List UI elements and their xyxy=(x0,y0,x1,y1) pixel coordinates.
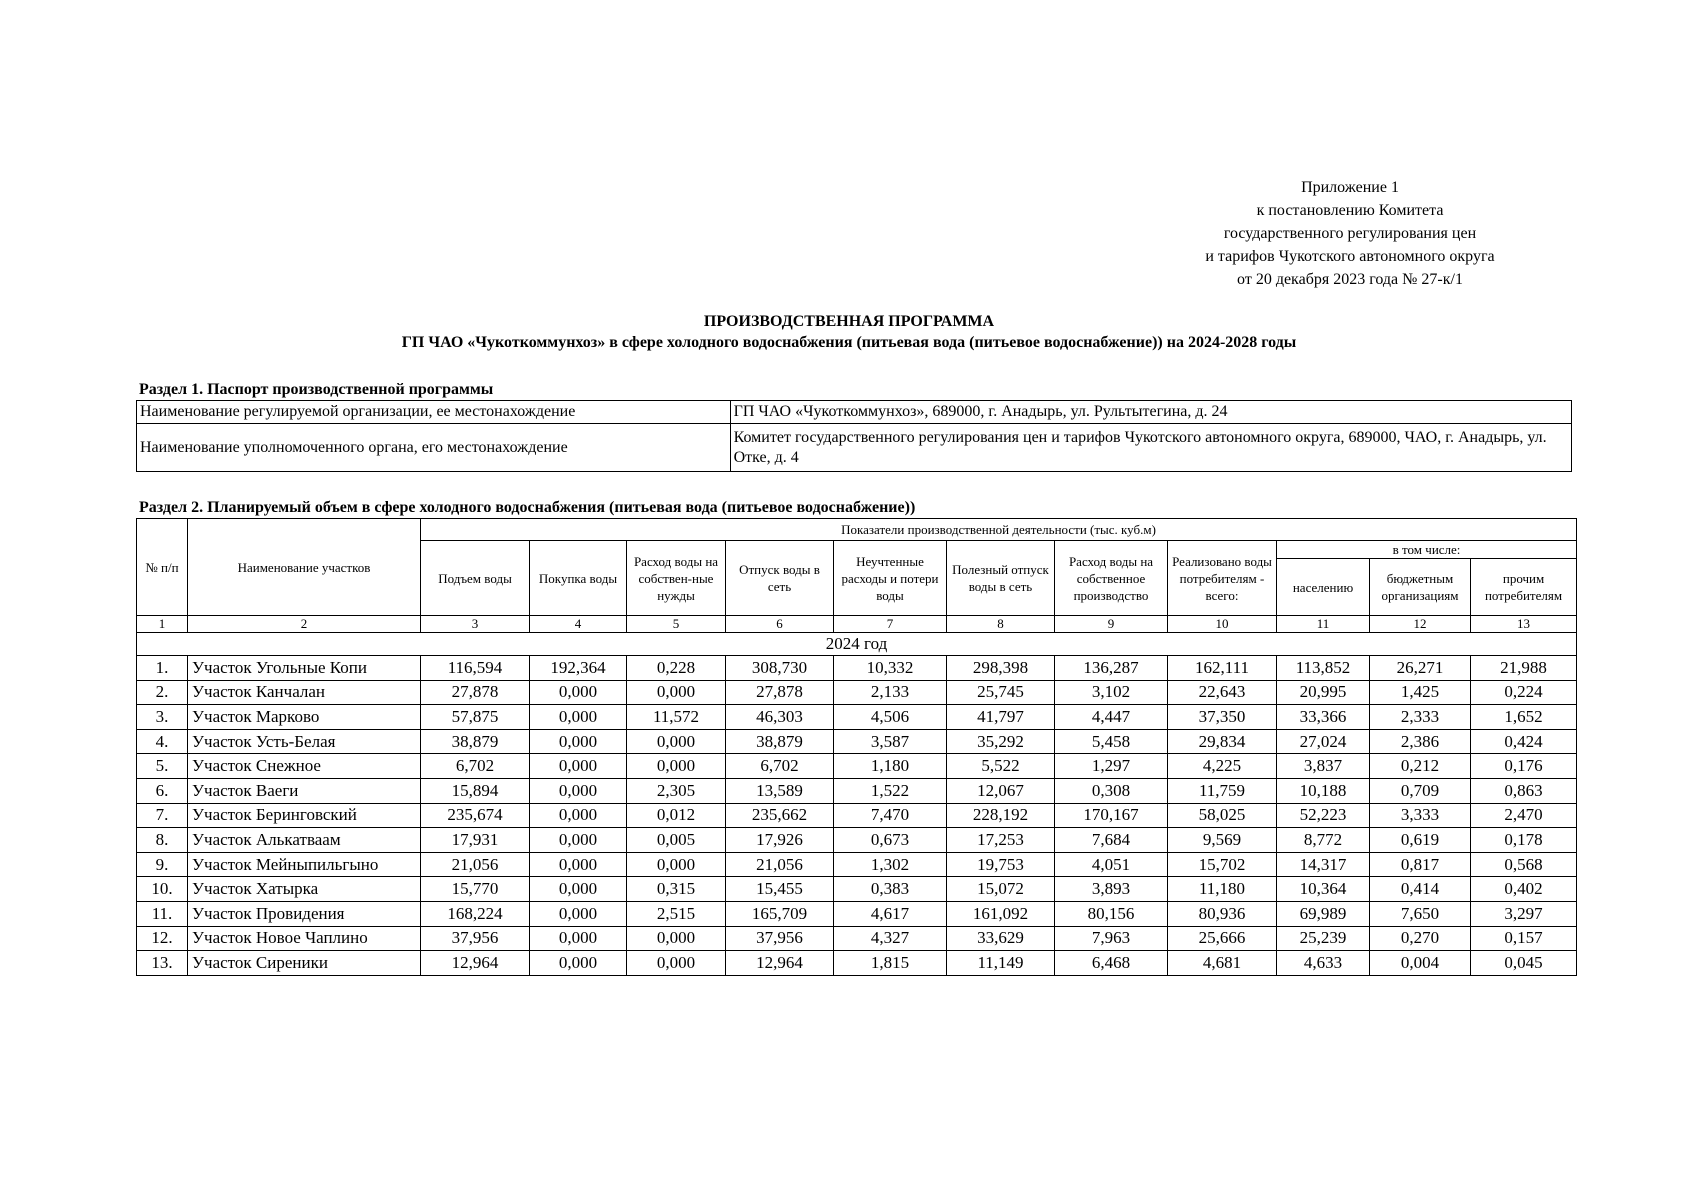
document-subtitle: ГП ЧАО «Чукоткоммунхоз» в сфере холодного водоснабжения (питьевая вода (питьевое водоснабжение)) на 2024-2028 годы xyxy=(401,334,1297,351)
value-cell: 0,863 xyxy=(1471,778,1577,803)
site-name: Участок Усть-Белая xyxy=(188,729,421,754)
value-cell: 0,308 xyxy=(1055,778,1168,803)
value-cell: 0,709 xyxy=(1370,778,1471,803)
value-cell: 168,224 xyxy=(421,901,530,926)
row-number: 11. xyxy=(137,901,188,926)
value-cell: 7,650 xyxy=(1370,901,1471,926)
value-cell: 1,522 xyxy=(834,778,947,803)
year-row xyxy=(137,633,1577,656)
value-cell: 4,051 xyxy=(1055,852,1168,877)
value-cell: 0,000 xyxy=(530,680,627,705)
value-cell: 4,447 xyxy=(1055,705,1168,730)
column-number: 4 xyxy=(530,616,627,633)
value-cell: 0,000 xyxy=(627,926,726,951)
value-cell: 235,662 xyxy=(726,803,834,828)
value-cell: 0,619 xyxy=(1370,828,1471,853)
value-cell: 0,383 xyxy=(834,877,947,902)
value-cell: 5,458 xyxy=(1055,729,1168,754)
header-col5: Расход воды на собствен-ные нужды xyxy=(627,541,726,616)
value-cell: 0,212 xyxy=(1370,754,1471,779)
value-cell: 0,000 xyxy=(530,705,627,730)
value-cell: 11,572 xyxy=(627,705,726,730)
header-col10: Реализовано воды потребителям - всего: xyxy=(1168,541,1277,616)
value-cell: 298,398 xyxy=(947,656,1055,681)
passport-row xyxy=(137,401,1572,424)
value-cell: 1,652 xyxy=(1471,705,1577,730)
value-cell: 0,402 xyxy=(1471,877,1577,902)
value-cell: 0,414 xyxy=(1370,877,1471,902)
row-number: 5. xyxy=(137,754,188,779)
value-cell: 136,287 xyxy=(1055,656,1168,681)
header-num: № п/п xyxy=(137,519,188,616)
passport-label: Наименование регулируемой организации, ее местонахождение xyxy=(137,401,731,424)
value-cell: 0,000 xyxy=(530,754,627,779)
header-group: Показатели производственной деятельности (тыс. куб.м) xyxy=(421,519,1577,541)
value-cell: 29,834 xyxy=(1168,729,1277,754)
row-number: 2. xyxy=(137,680,188,705)
value-cell: 20,995 xyxy=(1277,680,1370,705)
value-cell: 12,067 xyxy=(947,778,1055,803)
value-cell: 11,149 xyxy=(947,951,1055,976)
value-cell: 0,005 xyxy=(627,828,726,853)
header-col6: Отпуск воды в сеть xyxy=(726,541,834,616)
header-subgroup: в том числе: xyxy=(1277,541,1577,559)
value-cell: 0,000 xyxy=(530,778,627,803)
value-cell: 52,223 xyxy=(1277,803,1370,828)
row-number: 13. xyxy=(137,951,188,976)
site-name: Участок Снежное xyxy=(188,754,421,779)
value-cell: 5,522 xyxy=(947,754,1055,779)
row-number: 4. xyxy=(137,729,188,754)
value-cell: 33,629 xyxy=(947,926,1055,951)
value-cell: 26,271 xyxy=(1370,656,1471,681)
value-cell: 11,180 xyxy=(1168,877,1277,902)
value-cell: 170,167 xyxy=(1055,803,1168,828)
table-row xyxy=(137,803,1577,828)
site-name: Участок Марково xyxy=(188,705,421,730)
value-cell: 37,956 xyxy=(421,926,530,951)
value-cell: 0,000 xyxy=(627,951,726,976)
value-cell: 10,364 xyxy=(1277,877,1370,902)
table-row xyxy=(137,828,1577,853)
column-number: 12 xyxy=(1370,616,1471,633)
value-cell: 0,000 xyxy=(530,729,627,754)
value-cell: 0,568 xyxy=(1471,852,1577,877)
year-label: 2024 год xyxy=(137,633,1577,656)
value-cell: 6,702 xyxy=(726,754,834,779)
site-name: Участок Алькатваам xyxy=(188,828,421,853)
appendix-line: от 20 декабря 2023 года № 27-к/1 xyxy=(1237,271,1463,288)
value-cell: 2,305 xyxy=(627,778,726,803)
value-cell: 0,000 xyxy=(627,852,726,877)
value-cell: 0,000 xyxy=(627,729,726,754)
appendix-line: и тарифов Чукотского автономного округа xyxy=(1205,248,1495,265)
value-cell: 0,000 xyxy=(627,754,726,779)
value-cell: 116,594 xyxy=(421,656,530,681)
column-number: 8 xyxy=(947,616,1055,633)
value-cell: 0,045 xyxy=(1471,951,1577,976)
value-cell: 7,684 xyxy=(1055,828,1168,853)
site-name: Участок Сиреники xyxy=(188,951,421,976)
value-cell: 3,587 xyxy=(834,729,947,754)
header-col12: бюджетным организациям xyxy=(1370,559,1471,616)
header-row xyxy=(137,519,1577,541)
column-number: 13 xyxy=(1471,616,1577,633)
column-number: 5 xyxy=(627,616,726,633)
value-cell: 37,956 xyxy=(726,926,834,951)
value-cell: 25,745 xyxy=(947,680,1055,705)
site-name: Участок Угольные Копи xyxy=(188,656,421,681)
value-cell: 13,589 xyxy=(726,778,834,803)
table-row xyxy=(137,877,1577,902)
value-cell: 27,878 xyxy=(726,680,834,705)
volume-table xyxy=(136,518,1577,976)
column-number: 9 xyxy=(1055,616,1168,633)
value-cell: 1,297 xyxy=(1055,754,1168,779)
document-title: ПРОИЗВОДСТВЕННАЯ ПРОГРАММА xyxy=(703,313,995,330)
value-cell: 1,815 xyxy=(834,951,947,976)
appendix-line: Приложение 1 xyxy=(1301,179,1399,196)
value-cell: 2,515 xyxy=(627,901,726,926)
column-number-row xyxy=(137,616,1577,633)
table-row xyxy=(137,705,1577,730)
appendix-line: к постановлению Комитета xyxy=(1256,202,1444,219)
column-number: 2 xyxy=(188,616,421,633)
value-cell: 38,879 xyxy=(421,729,530,754)
table-row xyxy=(137,951,1577,976)
value-cell: 9,569 xyxy=(1168,828,1277,853)
table-row xyxy=(137,778,1577,803)
site-name: Участок Канчалан xyxy=(188,680,421,705)
value-cell: 4,617 xyxy=(834,901,947,926)
value-cell: 11,759 xyxy=(1168,778,1277,803)
value-cell: 0,424 xyxy=(1471,729,1577,754)
value-cell: 0,673 xyxy=(834,828,947,853)
value-cell: 15,702 xyxy=(1168,852,1277,877)
header-col3: Подъем воды xyxy=(421,541,530,616)
value-cell: 41,797 xyxy=(947,705,1055,730)
value-cell: 228,192 xyxy=(947,803,1055,828)
value-cell: 0,000 xyxy=(530,901,627,926)
value-cell: 3,297 xyxy=(1471,901,1577,926)
table-row xyxy=(137,729,1577,754)
section1-heading: Раздел 1. Паспорт производственной программы xyxy=(139,381,494,398)
row-number: 1. xyxy=(137,656,188,681)
value-cell: 0,000 xyxy=(530,828,627,853)
column-number: 7 xyxy=(834,616,947,633)
value-cell: 15,455 xyxy=(726,877,834,902)
value-cell: 35,292 xyxy=(947,729,1055,754)
value-cell: 15,770 xyxy=(421,877,530,902)
value-cell: 165,709 xyxy=(726,901,834,926)
header-col9: Расход воды на собственное производство xyxy=(1055,541,1168,616)
passport-row xyxy=(137,424,1572,472)
row-number: 10. xyxy=(137,877,188,902)
value-cell: 1,302 xyxy=(834,852,947,877)
header-name: Наименование участков xyxy=(188,519,421,616)
section2-heading: Раздел 2. Планируемый объем в сфере холодного водоснабжения (питьевая вода (питьевое водоснабжение)) xyxy=(139,499,916,516)
value-cell: 15,072 xyxy=(947,877,1055,902)
value-cell: 192,364 xyxy=(530,656,627,681)
value-cell: 0,000 xyxy=(530,852,627,877)
value-cell: 0,004 xyxy=(1370,951,1471,976)
row-number: 6. xyxy=(137,778,188,803)
column-number: 1 xyxy=(137,616,188,633)
value-cell: 162,111 xyxy=(1168,656,1277,681)
value-cell: 37,350 xyxy=(1168,705,1277,730)
table-row xyxy=(137,680,1577,705)
value-cell: 3,333 xyxy=(1370,803,1471,828)
column-number: 10 xyxy=(1168,616,1277,633)
value-cell: 4,681 xyxy=(1168,951,1277,976)
site-name: Участок Мейныпильгыно xyxy=(188,852,421,877)
value-cell: 25,239 xyxy=(1277,926,1370,951)
value-cell: 0,000 xyxy=(627,680,726,705)
passport-label: Наименование уполномоченного органа, его местонахождение xyxy=(137,424,731,472)
header-col8: Полезный отпуск воды в сеть xyxy=(947,541,1055,616)
value-cell: 2,470 xyxy=(1471,803,1577,828)
value-cell: 3,102 xyxy=(1055,680,1168,705)
value-cell: 4,327 xyxy=(834,926,947,951)
value-cell: 0,012 xyxy=(627,803,726,828)
value-cell: 4,506 xyxy=(834,705,947,730)
value-cell: 17,253 xyxy=(947,828,1055,853)
value-cell: 15,894 xyxy=(421,778,530,803)
value-cell: 4,225 xyxy=(1168,754,1277,779)
value-cell: 69,989 xyxy=(1277,901,1370,926)
value-cell: 0,228 xyxy=(627,656,726,681)
value-cell: 0,270 xyxy=(1370,926,1471,951)
appendix-line: государственного регулирования цен xyxy=(1223,225,1477,242)
value-cell: 0,224 xyxy=(1471,680,1577,705)
value-cell: 0,000 xyxy=(530,926,627,951)
value-cell: 308,730 xyxy=(726,656,834,681)
column-number: 3 xyxy=(421,616,530,633)
value-cell: 12,964 xyxy=(421,951,530,976)
value-cell: 19,753 xyxy=(947,852,1055,877)
value-cell: 4,633 xyxy=(1277,951,1370,976)
site-name: Участок Провидения xyxy=(188,901,421,926)
value-cell: 17,926 xyxy=(726,828,834,853)
value-cell: 2,333 xyxy=(1370,705,1471,730)
value-cell: 21,988 xyxy=(1471,656,1577,681)
passport-value: Комитет государственного регулирования цен и тарифов Чукотского автономного округа, 689000, ЧАО, г. Анадырь, ул. Отке, д. 4 xyxy=(730,424,1571,472)
table-row xyxy=(137,656,1577,681)
value-cell: 57,875 xyxy=(421,705,530,730)
value-cell: 3,893 xyxy=(1055,877,1168,902)
header-col13: прочим потребителям xyxy=(1471,559,1577,616)
value-cell: 2,386 xyxy=(1370,729,1471,754)
value-cell: 0,157 xyxy=(1471,926,1577,951)
value-cell: 25,666 xyxy=(1168,926,1277,951)
column-number: 6 xyxy=(726,616,834,633)
value-cell: 0,178 xyxy=(1471,828,1577,853)
value-cell: 113,852 xyxy=(1277,656,1370,681)
value-cell: 0,315 xyxy=(627,877,726,902)
row-number: 12. xyxy=(137,926,188,951)
site-name: Участок Ваеги xyxy=(188,778,421,803)
value-cell: 6,468 xyxy=(1055,951,1168,976)
row-number: 3. xyxy=(137,705,188,730)
value-cell: 0,000 xyxy=(530,951,627,976)
table-row xyxy=(137,926,1577,951)
value-cell: 80,936 xyxy=(1168,901,1277,926)
value-cell: 7,470 xyxy=(834,803,947,828)
value-cell: 2,133 xyxy=(834,680,947,705)
value-cell: 12,964 xyxy=(726,951,834,976)
header-col4: Покупка воды xyxy=(530,541,627,616)
value-cell: 0,176 xyxy=(1471,754,1577,779)
row-number: 8. xyxy=(137,828,188,853)
value-cell: 80,156 xyxy=(1055,901,1168,926)
value-cell: 58,025 xyxy=(1168,803,1277,828)
value-cell: 0,000 xyxy=(530,877,627,902)
value-cell: 17,931 xyxy=(421,828,530,853)
value-cell: 1,425 xyxy=(1370,680,1471,705)
value-cell: 3,837 xyxy=(1277,754,1370,779)
header-col7: Неучтенные расходы и потери воды xyxy=(834,541,947,616)
passport-table xyxy=(136,400,1572,472)
table-row xyxy=(137,901,1577,926)
row-number: 9. xyxy=(137,852,188,877)
site-name: Участок Хатырка xyxy=(188,877,421,902)
value-cell: 161,092 xyxy=(947,901,1055,926)
value-cell: 27,024 xyxy=(1277,729,1370,754)
site-name: Участок Беринговский xyxy=(188,803,421,828)
value-cell: 8,772 xyxy=(1277,828,1370,853)
row-number: 7. xyxy=(137,803,188,828)
table-row xyxy=(137,852,1577,877)
value-cell: 38,879 xyxy=(726,729,834,754)
header-col11: населению xyxy=(1277,559,1370,616)
value-cell: 10,332 xyxy=(834,656,947,681)
value-cell: 0,817 xyxy=(1370,852,1471,877)
value-cell: 10,188 xyxy=(1277,778,1370,803)
value-cell: 21,056 xyxy=(726,852,834,877)
value-cell: 21,056 xyxy=(421,852,530,877)
passport-value: ГП ЧАО «Чукоткоммунхоз», 689000, г. Анадырь, ул. Рультытегина, д. 24 xyxy=(730,401,1571,424)
value-cell: 6,702 xyxy=(421,754,530,779)
value-cell: 0,000 xyxy=(530,803,627,828)
site-name: Участок Новое Чаплино xyxy=(188,926,421,951)
value-cell: 235,674 xyxy=(421,803,530,828)
appendix-note xyxy=(1150,176,1550,291)
value-cell: 1,180 xyxy=(834,754,947,779)
value-cell: 22,643 xyxy=(1168,680,1277,705)
value-cell: 33,366 xyxy=(1277,705,1370,730)
value-cell: 14,317 xyxy=(1277,852,1370,877)
value-cell: 27,878 xyxy=(421,680,530,705)
value-cell: 46,303 xyxy=(726,705,834,730)
value-cell: 7,963 xyxy=(1055,926,1168,951)
table-row xyxy=(137,754,1577,779)
column-number: 11 xyxy=(1277,616,1370,633)
